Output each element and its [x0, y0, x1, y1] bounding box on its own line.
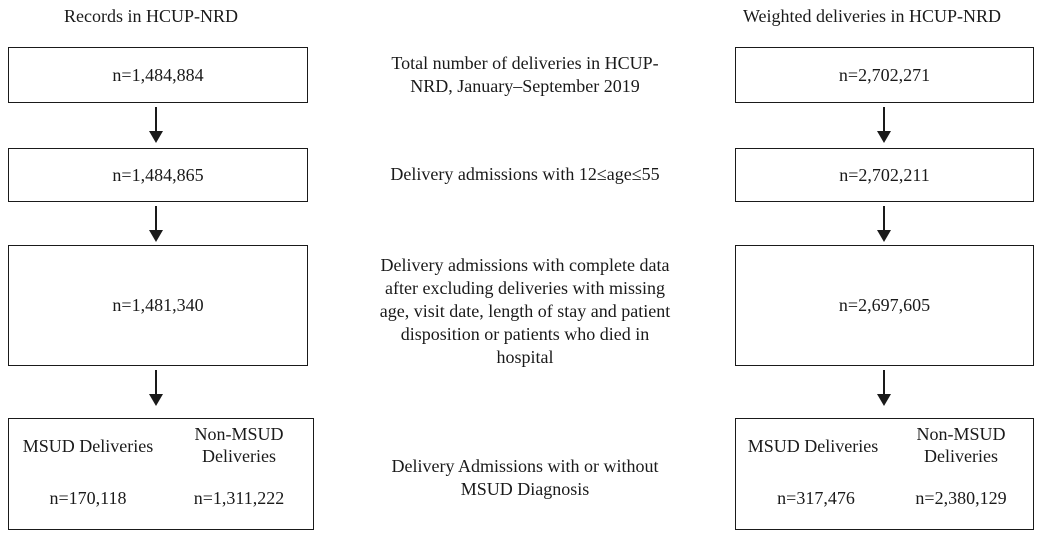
records-box-complete [8, 245, 308, 366]
records-column-header: Records in HCUP-NRD [64, 6, 238, 26]
final-step-line-2: MSUD Diagnosis [460, 479, 590, 499]
step-total-line-1: Total number of deliveries in HCUP- [391, 53, 659, 73]
records-msud-label: MSUD Deliveries [22, 436, 154, 456]
weighted-complete-value: n=2,697,605 [838, 295, 931, 315]
weighted-arrow-down-icon [876, 206, 892, 242]
weighted-non-msud-label [896, 423, 1026, 467]
final-step-description [340, 455, 710, 501]
final-step-line-1: Delivery Admissions with or without [391, 456, 659, 476]
step-age-description: Delivery admissions with 12≤age≤55 [390, 164, 660, 184]
weighted-column-header: Weighted deliveries in HCUP-NRD [743, 6, 1002, 26]
step-complete-description [330, 254, 720, 369]
step-complete-line-4: disposition or patients who died in [400, 324, 650, 344]
records-arrow-down-icon [148, 370, 164, 406]
step-total-description [340, 52, 710, 98]
records-non-msud-label-line-2: Deliveries [202, 446, 276, 466]
weighted-non-msud-value: n=2,380,129 [915, 488, 1007, 508]
records-non-msud-value: n=1,311,222 [193, 488, 285, 508]
weighted-msud-value: n=317,476 [777, 488, 855, 508]
weighted-arrow-down-icon [876, 370, 892, 406]
weighted-arrow-down-icon [876, 107, 892, 143]
records-arrow-down-icon [148, 107, 164, 143]
records-arrow-down-icon [148, 206, 164, 242]
step-complete-line-1: Delivery admissions with complete data [380, 255, 670, 275]
records-msud-value: n=170,118 [49, 488, 127, 508]
records-non-msud-label-line-1: Non-MSUD [194, 424, 284, 444]
weighted-msud-label: MSUD Deliveries [747, 436, 879, 456]
step-complete-line-5: hospital [496, 347, 554, 367]
records-age-value: n=1,484,865 [112, 164, 204, 185]
records-box-msud-split [8, 418, 314, 530]
weighted-box-age [735, 148, 1034, 202]
records-complete-value: n=1,481,340 [112, 295, 204, 315]
step-total-line-2: NRD, January–September 2019 [410, 76, 640, 96]
weighted-box-msud-split [735, 418, 1034, 530]
records-total-value: n=1,484,884 [112, 64, 204, 85]
step-complete-line-3: age, visit date, length of stay and patient [379, 301, 671, 321]
weighted-box-total [735, 47, 1034, 103]
step-complete-line-2: after excluding deliveries with missing [385, 278, 665, 298]
weighted-non-msud-label-line-1: Non-MSUD [916, 424, 1006, 444]
weighted-total-value: n=2,702,271 [838, 64, 931, 85]
weighted-age-value: n=2,702,211 [839, 164, 930, 185]
weighted-box-complete [735, 245, 1034, 366]
records-box-total [8, 47, 308, 103]
records-box-age [8, 148, 308, 202]
weighted-non-msud-label-line-2: Deliveries [924, 446, 998, 466]
records-non-msud-label [174, 423, 304, 467]
